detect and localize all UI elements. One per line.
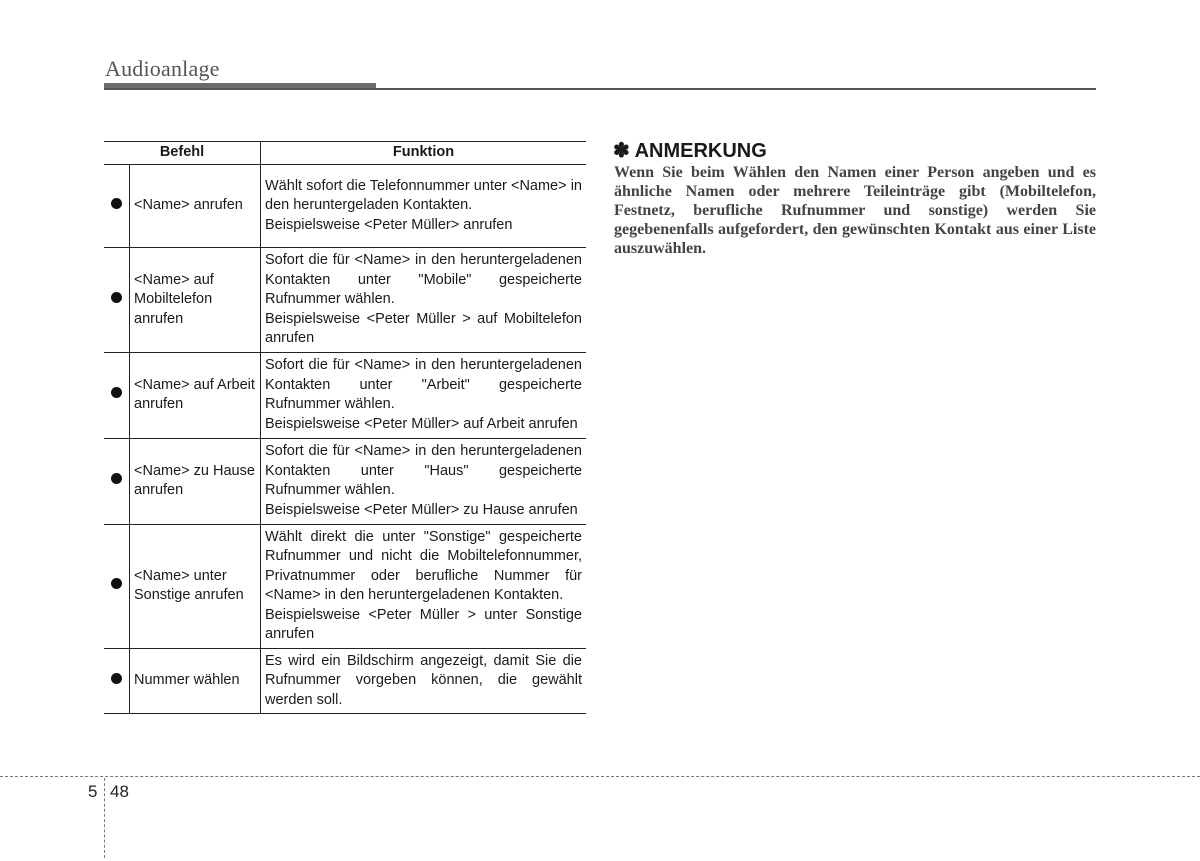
bullet-icon-cell	[104, 438, 130, 524]
page-number: 48	[110, 782, 129, 801]
command-cell: <Name> auf Arbeit anrufen	[130, 352, 261, 438]
table-row	[104, 352, 586, 438]
bullet-icon	[111, 673, 122, 684]
bullet-icon	[111, 387, 122, 398]
function-cell	[261, 524, 587, 648]
note-body: Wenn Sie beim Wählen den Namen einer Person angeben und es ähnliche Namen oder mehrere Teileinträge gibt (Mobiltelefon, Festnetz, berufliche Rufnummer und sonstige) werden Sie gegebenenfalls aufgefordert, den gewünschten Kontakt aus einer Liste auszuwählen.	[614, 164, 1096, 257]
function-example: Beispielsweise <Peter Müller> anrufen	[265, 216, 513, 233]
function-cell	[261, 352, 587, 438]
bullet-icon-cell	[104, 648, 130, 714]
command-cell: <Name> zu Hause anrufen	[130, 438, 261, 524]
bullet-icon	[111, 578, 122, 589]
function-cell	[261, 648, 587, 714]
function-cell	[261, 248, 587, 353]
footer-vertical-divider	[104, 778, 105, 858]
footer-divider	[0, 776, 1200, 777]
bullet-icon-cell	[104, 165, 130, 248]
bullet-icon-cell	[104, 248, 130, 353]
table-header-row	[104, 142, 586, 165]
function-description: Sofort die für <Name> in den heruntergeladenen Kontakten unter "Haus" gespeicherte Rufnummer wählen.	[265, 443, 582, 498]
function-cell	[261, 438, 587, 524]
command-cell: <Name> auf Mobiltelefon anrufen	[130, 248, 261, 353]
command-cell: Nummer wählen	[130, 648, 261, 714]
function-example: Beispielsweise <Peter Müller > auf Mobiltelefon anrufen	[265, 310, 582, 346]
function-example: Beispielsweise <Peter Müller> zu Hause anrufen	[265, 501, 578, 518]
column-header-command: Befehl	[104, 142, 261, 165]
page-section-title: Audioanlage	[105, 56, 220, 81]
table-row	[104, 524, 586, 648]
function-example: Beispielsweise <Peter Müller> auf Arbeit anrufen	[265, 415, 578, 432]
command-cell: <Name> anrufen	[130, 165, 261, 248]
bullet-icon	[111, 292, 122, 303]
function-description: Sofort die für <Name> in den heruntergeladenen Kontakten unter "Arbeit" gespeicherte Rufnummer wählen.	[265, 357, 582, 412]
bullet-icon	[111, 473, 122, 484]
table-row	[104, 248, 586, 353]
function-cell	[261, 165, 587, 248]
command-cell: <Name> unter Sonstige anrufen	[130, 524, 261, 648]
column-header-function: Funktion	[261, 142, 587, 165]
function-description: Es wird ein Bildschirm angezeigt, damit Sie die Rufnummer vorgeben können, die gewählt werden soll.	[265, 652, 582, 708]
bullet-icon-cell	[104, 352, 130, 438]
function-description: Wählt direkt die unter "Sonstige" gespeicherte Rufnummer und nicht die Mobiltelefonnummer, Privatnummer oder berufliche Nummer für <Name> in den heruntergeladenen Kontakten.	[265, 528, 582, 603]
voice-command-table	[104, 141, 586, 714]
table-row	[104, 648, 586, 714]
function-description: Wählt sofort die Telefonnummer unter <Name> in den heruntergeladen Kontakten.	[265, 177, 582, 214]
note-heading	[613, 138, 767, 163]
function-example: Beispielsweise <Peter Müller > unter Sonstige anrufen	[265, 606, 582, 642]
asterisk-icon: ✽	[613, 140, 630, 162]
bullet-icon	[111, 198, 122, 209]
function-description: Sofort die für <Name> in den heruntergeladenen Kontakten unter "Mobile" gespeicherte Rufnummer wählen.	[265, 252, 582, 307]
bullet-icon-cell	[104, 524, 130, 648]
table-row	[104, 438, 586, 524]
table-row	[104, 165, 586, 248]
note-title: ANMERKUNG	[634, 140, 767, 162]
header-rule	[104, 88, 1096, 90]
chapter-number: 5	[88, 782, 98, 801]
